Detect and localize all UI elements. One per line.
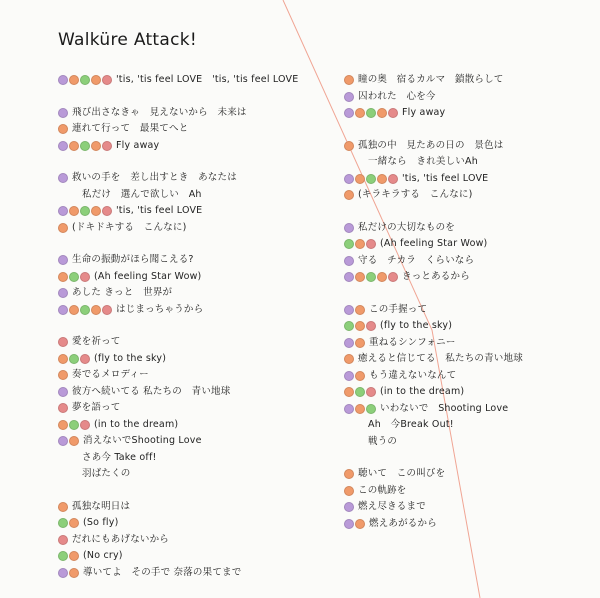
lyric-line xyxy=(344,105,594,122)
singer-avatar-icon xyxy=(344,502,354,512)
lyric-line xyxy=(344,434,594,451)
lyric-line xyxy=(58,220,348,237)
lyric-text: 癒えると信じてる 私たちの青い地球 xyxy=(358,353,523,364)
singer-avatar-icon xyxy=(102,305,112,315)
lyric-line xyxy=(58,72,348,89)
lyric-line xyxy=(58,187,348,204)
singer-avatar-icon xyxy=(388,272,398,282)
singer-avatar-icon xyxy=(80,141,90,151)
lyric-line xyxy=(344,516,594,533)
lyric-line xyxy=(344,483,594,500)
lyric-text: (No cry) xyxy=(83,550,123,561)
singer-icons xyxy=(58,387,69,397)
lyric-text: 聴いて この叫びを xyxy=(358,468,446,479)
singer-avatar-icon xyxy=(69,518,79,528)
singer-avatar-icon xyxy=(58,124,68,134)
singer-icons xyxy=(58,551,80,561)
singer-icons xyxy=(58,108,69,118)
singer-avatar-icon xyxy=(91,206,101,216)
singer-avatar-icon xyxy=(80,206,90,216)
singer-avatar-icon xyxy=(344,371,354,381)
lyric-text: (So fly) xyxy=(83,517,119,528)
lyric-text: 戦うの xyxy=(368,435,398,447)
singer-avatar-icon xyxy=(344,354,354,364)
lyric-text: だれにもあげないから xyxy=(72,533,170,545)
singer-icons xyxy=(58,337,69,347)
singer-avatar-icon xyxy=(344,321,354,331)
lyric-line xyxy=(58,252,348,269)
lyric-line xyxy=(344,154,594,171)
singer-icons xyxy=(344,305,366,315)
lyrics-stanza xyxy=(344,72,594,122)
singer-avatar-icon xyxy=(344,190,354,200)
lyric-line xyxy=(58,269,348,286)
singer-avatar-icon xyxy=(102,75,112,85)
lyric-line xyxy=(58,285,348,302)
lyric-line xyxy=(344,138,594,155)
singer-icons xyxy=(58,255,69,265)
singer-icons xyxy=(344,256,355,266)
lyric-line xyxy=(58,170,348,187)
singer-icons xyxy=(58,568,80,578)
lyrics-stanza xyxy=(58,105,348,155)
singer-avatar-icon xyxy=(355,272,365,282)
lyrics-stanza xyxy=(344,220,594,286)
singer-icons xyxy=(344,141,355,151)
lyric-line xyxy=(344,220,594,237)
singer-avatar-icon xyxy=(344,108,354,118)
singer-avatar-icon xyxy=(58,518,68,528)
lyric-text: 奏でるメロディー xyxy=(72,369,149,380)
singer-icons xyxy=(58,420,91,430)
singer-icons xyxy=(58,173,69,183)
singer-avatar-icon xyxy=(58,255,68,265)
singer-avatar-icon xyxy=(69,141,79,151)
lyric-text: 彼方へ続いてる 私たちの 青い地球 xyxy=(72,385,231,397)
singer-icons xyxy=(58,535,69,545)
singer-icons xyxy=(344,404,377,414)
singer-avatar-icon xyxy=(355,108,365,118)
singer-icons xyxy=(344,354,355,364)
lyric-text: 燃え尽きるまで xyxy=(358,501,426,512)
singer-avatar-icon xyxy=(58,535,68,545)
singer-icons xyxy=(58,502,69,512)
singer-avatar-icon xyxy=(377,174,387,184)
lyric-line xyxy=(58,367,348,384)
singer-avatar-icon xyxy=(58,568,68,578)
singer-avatar-icon xyxy=(69,272,79,282)
singer-avatar-icon xyxy=(102,206,112,216)
lyric-line xyxy=(344,89,594,106)
singer-icons xyxy=(58,305,113,315)
lyric-line xyxy=(58,466,348,483)
lyric-line xyxy=(344,253,594,270)
singer-avatar-icon xyxy=(58,370,68,380)
lyric-line xyxy=(344,351,594,368)
lyric-line xyxy=(344,187,594,204)
lyric-text: (in to the dream) xyxy=(380,386,465,397)
lyric-text: 'tis, 'tis feel LOVE xyxy=(402,172,489,184)
lyric-text: (キラキラする こんなに) xyxy=(358,189,473,200)
singer-avatar-icon xyxy=(344,519,354,529)
singer-avatar-icon xyxy=(58,337,68,347)
lyric-line xyxy=(58,532,348,549)
singer-avatar-icon xyxy=(366,387,376,397)
singer-avatar-icon xyxy=(355,519,365,529)
lyric-line xyxy=(344,269,594,286)
singer-avatar-icon xyxy=(344,338,354,348)
singer-avatar-icon xyxy=(80,354,90,364)
singer-avatar-icon xyxy=(388,174,398,184)
singer-avatar-icon xyxy=(366,108,376,118)
singer-avatar-icon xyxy=(366,239,376,249)
lyrics-column-right xyxy=(344,72,594,548)
lyric-line xyxy=(58,121,348,138)
singer-avatar-icon xyxy=(58,75,68,85)
singer-avatar-icon xyxy=(58,354,68,364)
singer-icons xyxy=(58,75,113,85)
lyric-text: 'tis, 'tis feel LOVE xyxy=(116,205,203,216)
lyrics-stanza xyxy=(344,302,594,451)
lyric-text: いわないで Shooting Love xyxy=(380,402,509,414)
singer-icons xyxy=(344,519,366,529)
lyric-line xyxy=(344,499,594,516)
lyrics-stanza xyxy=(344,138,594,204)
lyric-line xyxy=(58,499,348,516)
singer-avatar-icon xyxy=(91,305,101,315)
singer-avatar-icon xyxy=(366,174,376,184)
singer-avatar-icon xyxy=(355,174,365,184)
singer-avatar-icon xyxy=(344,92,354,102)
singer-avatar-icon xyxy=(355,239,365,249)
lyric-text: はじまっちゃうから xyxy=(116,303,204,315)
lyric-text: 私だけの大切なものを xyxy=(358,221,456,233)
singer-avatar-icon xyxy=(69,551,79,561)
singer-avatar-icon xyxy=(344,305,354,315)
singer-avatar-icon xyxy=(344,469,354,479)
lyrics-stanza xyxy=(58,252,348,318)
lyric-text: 孤独な明日は xyxy=(72,500,131,512)
singer-icons xyxy=(58,403,69,413)
singer-icons xyxy=(344,387,377,397)
lyric-line xyxy=(58,400,348,417)
lyric-text: (Ah feeling Star Wow) xyxy=(94,270,202,282)
singer-avatar-icon xyxy=(91,141,101,151)
lyric-text: この軌跡を xyxy=(358,484,407,496)
singer-icons xyxy=(58,288,69,298)
singer-avatar-icon xyxy=(58,223,68,233)
lyric-line xyxy=(58,515,348,532)
singer-avatar-icon xyxy=(69,420,79,430)
singer-avatar-icon xyxy=(355,305,365,315)
singer-avatar-icon xyxy=(80,75,90,85)
singer-icons xyxy=(344,75,355,85)
singer-icons xyxy=(344,108,399,118)
singer-avatar-icon xyxy=(344,174,354,184)
singer-icons xyxy=(58,518,80,528)
singer-avatar-icon xyxy=(344,239,354,249)
lyric-line xyxy=(58,105,348,122)
singer-avatar-icon xyxy=(69,75,79,85)
singer-avatar-icon xyxy=(58,108,68,118)
singer-icons xyxy=(344,321,377,331)
lyric-text: 羽ばたくの xyxy=(82,468,131,479)
singer-icons xyxy=(344,486,355,496)
singer-avatar-icon xyxy=(58,141,68,151)
lyric-line xyxy=(58,417,348,434)
lyric-text: Fly away xyxy=(402,107,446,118)
lyric-line xyxy=(344,335,594,352)
lyrics-column-left xyxy=(58,72,348,597)
singer-avatar-icon xyxy=(80,420,90,430)
singer-avatar-icon xyxy=(58,173,68,183)
singer-avatar-icon xyxy=(344,75,354,85)
lyric-text: 燃えあがるから xyxy=(369,517,437,529)
lyric-line xyxy=(58,351,348,368)
singer-avatar-icon xyxy=(102,141,112,151)
lyric-text: 'tis, 'tis feel LOVE 'tis, 'tis feel LOVE xyxy=(116,74,299,85)
lyric-line xyxy=(58,203,348,220)
singer-avatar-icon xyxy=(377,108,387,118)
singer-avatar-icon xyxy=(355,404,365,414)
singer-icons xyxy=(58,436,80,446)
lyric-text: 生命の振動がほら聞こえる? xyxy=(72,254,194,265)
lyric-line xyxy=(58,384,348,401)
singer-avatar-icon xyxy=(344,141,354,151)
singer-avatar-icon xyxy=(58,387,68,397)
lyric-text: 囚われた 心を今 xyxy=(358,90,436,102)
singer-icons xyxy=(344,502,355,512)
singer-avatar-icon xyxy=(69,436,79,446)
page-title: Walküre Attack! xyxy=(58,30,198,50)
singer-avatar-icon xyxy=(344,256,354,266)
singer-avatar-icon xyxy=(69,354,79,364)
lyric-text: この手握って xyxy=(369,303,428,315)
lyric-text: 消えないでShooting Love xyxy=(83,435,202,446)
singer-icons xyxy=(344,371,366,381)
singer-avatar-icon xyxy=(80,272,90,282)
singer-avatar-icon xyxy=(69,206,79,216)
lyric-line xyxy=(344,417,594,434)
singer-icons xyxy=(58,124,69,134)
lyric-text: 一緒なら きれ美しいAh xyxy=(368,156,478,167)
singer-icons xyxy=(344,338,366,348)
lyric-line xyxy=(344,318,594,335)
lyric-text: Fly away xyxy=(116,139,160,151)
singer-avatar-icon xyxy=(366,272,376,282)
lyric-line xyxy=(58,302,348,319)
lyric-text: 孤独の中 見たあの日の 景色は xyxy=(358,139,504,151)
lyric-text: あした きっと 世界が xyxy=(72,287,173,298)
lyric-text: もう違えないなんて xyxy=(369,369,457,381)
lyric-text: (Ah feeling Star Wow) xyxy=(380,238,488,249)
lyric-text: (ドキドキする こんなに) xyxy=(72,221,187,233)
singer-icons xyxy=(344,174,399,184)
singer-icons xyxy=(344,239,377,249)
singer-avatar-icon xyxy=(58,272,68,282)
singer-icons xyxy=(344,469,355,479)
lyric-text: (fly to the sky) xyxy=(380,320,453,331)
singer-avatar-icon xyxy=(58,288,68,298)
singer-icons xyxy=(344,92,355,102)
lyric-text: Ah 今Break Out! xyxy=(368,419,454,430)
singer-avatar-icon xyxy=(344,404,354,414)
lyric-text: 連れて行って 最果てへと xyxy=(72,123,189,134)
lyric-text: 飛び出さなきゃ 見えないから 未来は xyxy=(72,106,247,118)
singer-icons xyxy=(58,206,113,216)
singer-icons xyxy=(58,354,91,364)
singer-avatar-icon xyxy=(91,75,101,85)
lyric-line xyxy=(58,565,348,582)
lyrics-stanza xyxy=(58,72,348,89)
lyric-text: 瞳の奥 宿るカルマ 鎖散らして xyxy=(358,74,504,85)
singer-avatar-icon xyxy=(366,404,376,414)
singer-avatar-icon xyxy=(58,502,68,512)
lyric-line xyxy=(344,384,594,401)
singer-avatar-icon xyxy=(355,387,365,397)
singer-avatar-icon xyxy=(388,108,398,118)
singer-avatar-icon xyxy=(58,305,68,315)
lyrics-stanza xyxy=(58,334,348,483)
singer-icons xyxy=(58,272,91,282)
singer-icons xyxy=(58,141,113,151)
lyric-text: (in to the dream) xyxy=(94,418,179,430)
singer-avatar-icon xyxy=(58,551,68,561)
lyric-line xyxy=(58,334,348,351)
singer-avatar-icon xyxy=(355,338,365,348)
lyric-text: 重ねるシンフォニー xyxy=(369,336,456,348)
lyric-text: 愛を祈って xyxy=(72,336,121,347)
lyric-line xyxy=(344,171,594,188)
singer-avatar-icon xyxy=(80,305,90,315)
singer-avatar-icon xyxy=(366,321,376,331)
singer-avatar-icon xyxy=(58,436,68,446)
singer-avatar-icon xyxy=(58,403,68,413)
singer-avatar-icon xyxy=(344,223,354,233)
singer-avatar-icon xyxy=(355,371,365,381)
singer-icons xyxy=(58,223,69,233)
lyric-text: 救いの手を 差し出すとき あなたは xyxy=(72,172,237,183)
singer-avatar-icon xyxy=(344,387,354,397)
lyric-text: 夢を語って xyxy=(72,402,121,413)
lyric-text: (fly to the sky) xyxy=(94,352,167,364)
lyric-text: きっとあるから xyxy=(402,271,470,282)
lyrics-stanza xyxy=(58,499,348,582)
lyric-text: 導いてよ その手で 奈落の果てまで xyxy=(83,566,242,578)
lyric-line xyxy=(344,401,594,418)
lyric-line xyxy=(58,548,348,565)
singer-icons xyxy=(344,190,355,200)
lyric-line xyxy=(344,466,594,483)
singer-avatar-icon xyxy=(69,568,79,578)
singer-icons xyxy=(58,370,69,380)
singer-avatar-icon xyxy=(355,321,365,331)
lyric-line xyxy=(344,236,594,253)
singer-avatar-icon xyxy=(58,420,68,430)
singer-avatar-icon xyxy=(69,305,79,315)
lyrics-stanza xyxy=(58,170,348,236)
singer-avatar-icon xyxy=(58,206,68,216)
lyric-line xyxy=(344,72,594,89)
singer-avatar-icon xyxy=(344,272,354,282)
lyric-line xyxy=(344,368,594,385)
lyric-line xyxy=(58,450,348,467)
singer-avatar-icon xyxy=(377,272,387,282)
singer-icons xyxy=(344,223,355,233)
lyric-text: さあ今 Take off! xyxy=(82,451,157,463)
lyric-line xyxy=(58,138,348,155)
lyrics-stanza xyxy=(344,466,594,532)
lyric-text: 私だけ 選んで欲しい Ah xyxy=(82,188,202,200)
singer-avatar-icon xyxy=(344,486,354,496)
lyric-line xyxy=(58,433,348,450)
lyric-line xyxy=(344,302,594,319)
lyric-text: 守る チカラ くらいなら xyxy=(358,254,475,266)
singer-icons xyxy=(344,272,399,282)
